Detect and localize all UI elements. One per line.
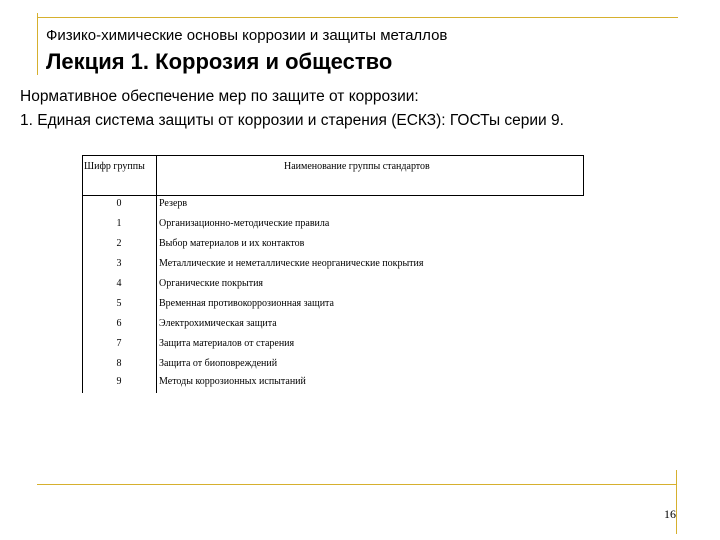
body-text-line-2: 1. Единая система защиты от коррозии и старения (ЕСКЗ): ГОСТы серии 9. [20,112,564,129]
header-left-rule [37,13,38,75]
page-number: 16 [664,507,676,521]
row-code: 7 [116,338,122,349]
table-border [82,155,584,156]
row-name: Организационно-методические правила [159,218,330,229]
row-code: 2 [116,238,122,249]
table-row [82,315,584,335]
row-name: Металлические и неметаллические неорганические покрытия [159,258,424,269]
row-name: Электрохимическая защита [159,318,277,329]
footer-rule [37,484,677,485]
table-row [82,275,584,295]
table-row [82,235,584,255]
row-name: Выбор материалов и их контактов [159,238,305,249]
row-name: Органические покрытия [159,278,264,289]
table-row [82,195,584,215]
table-border [583,155,584,196]
page-title: Лекция 1. Коррозия и общество [46,49,393,74]
row-code: 1 [116,218,122,229]
row-name: Методы коррозионных испытаний [159,376,306,387]
table-header-name: Наименование группы стандартов [284,161,430,172]
table-row [82,295,584,315]
row-code: 9 [116,376,122,387]
table-row [82,215,584,235]
row-code: 3 [116,258,122,269]
footer-right-rule [676,470,677,534]
row-code: 6 [116,318,122,329]
row-name: Защита от биоповреждений [159,358,278,369]
row-code: 4 [116,278,122,289]
row-name: Резерв [159,198,188,209]
header-top-rule [37,17,678,18]
table-row [82,335,584,355]
table-row [82,355,584,375]
table-header-code: Шифр группы [84,161,145,172]
row-name: Защита материалов от старения [159,338,295,349]
row-code: 8 [116,358,122,369]
course-subtitle: Физико-химические основы коррозии и защиты металлов [46,27,448,44]
standards-table [82,155,584,393]
table-row [82,373,584,393]
table-row [82,255,584,275]
row-code: 5 [116,298,122,309]
row-code: 0 [116,198,122,209]
body-text-line-1: Нормативное обеспечение мер по защите от коррозии: [20,88,419,105]
row-name: Временная противокоррозионная защита [159,298,334,309]
